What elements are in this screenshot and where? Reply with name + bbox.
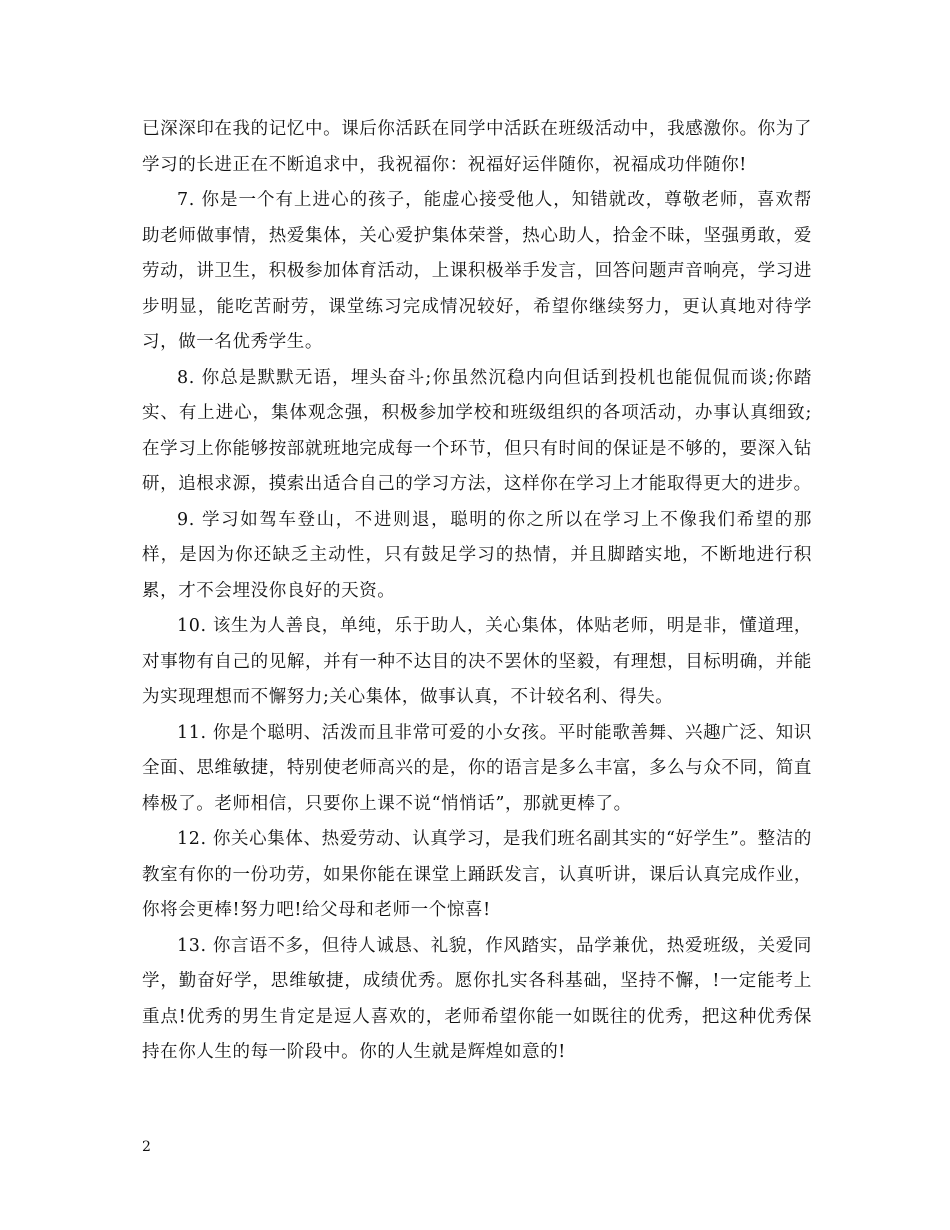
paragraph-comment-9: 9. 学习如驾车登山，不进则退，聪明的你之所以在学习上不像我们希望的那样，是因为你还缺乏主动性，只有鼓足学习的热情，并且脚踏实地，不断地进行积累，才不会埋没你良好的天资。	[142, 509, 812, 601]
paragraph-continuation: 已深深印在我的记忆中。课后你活跃在同学中活跃在班级活动中，我感激你。你为了学习的长进正在不断追求中，我祝福你：祝福好运伴随你，祝福成功伴随你!	[142, 119, 812, 175]
paragraph-comment-7: 7. 你是一个有上进心的孩子，能虚心接受他人，知错就改，尊敬老师，喜欢帮助老师做事情，热爱集体，关心爱护集体荣誉，热心助人，拾金不昧，坚强勇敢，爱劳动，讲卫生，积极参加体育活动，上课积极举手发言，回答问题声音响亮，学习进步明显，能吃苦耐劳，课堂练习完成情况较好，希望你继续努力，更认真地对待学习，做一名优秀学生。	[142, 190, 812, 352]
paragraph-comment-10: 10. 该生为人善良，单纯，乐于助人，关心集体，体贴老师，明是非，懂道理，对事物有自己的见解，并有一种不达目的决不罢休的坚毅，有理想，目标明确，并能为实现理想而不懈努力;关心集体，做事认真，不计较名利、得失。	[142, 616, 812, 707]
paragraph-comment-13: 13. 你言语不多，但待人诚恳、礼貌，作风踏实，品学兼优，热爱班级，关爱同学，勤奋好学，思维敏捷，成绩优秀。愿你扎实各科基础，坚持不懈，!一定能考上重点!优秀的男生肯定是逗人喜欢的，老师希望你能一如既往的优秀，把这种优秀保持在你人生的每一阶段中。你的人生就是辉煌如意的!	[142, 935, 812, 1062]
paragraph-comment-8: 8. 你总是默默无语，埋头奋斗;你虽然沉稳内向但话到投机也能侃侃而谈;你踏实、有上进心，集体观念强，积极参加学校和班级组织的各项活动，办事认真细致;在学习上你能够按部就班地完成每一个环节，但只有时间的保证是不够的，要深入钻研，追根求源，摸索出适合自己的学习方法，这样你在学习上才能取得更大的进步。	[142, 367, 812, 494]
paragraph-comment-12: 12. 你关心集体、热爱劳动、认真学习，是我们班名副其实的“好学生”。整洁的教室有你的一份功劳，如果你能在课堂上踊跃发言，认真听讲，课后认真完成作业，你将会更棒!努力吧!给父母和老师一个惊喜!	[142, 829, 812, 920]
paragraph-comment-11: 11. 你是个聪明、活泼而且非常可爱的小女孩。平时能歌善舞、兴趣广泛、知识全面、思维敏捷，特别使老师高兴的是，你的语言是多么丰富，多么与众不同，简直棒极了。老师相信，只要你上课不说“悄悄话”，那就更棒了。	[142, 722, 812, 814]
document-body	[142, 112, 812, 1071]
page-number: 2	[142, 1139, 151, 1155]
